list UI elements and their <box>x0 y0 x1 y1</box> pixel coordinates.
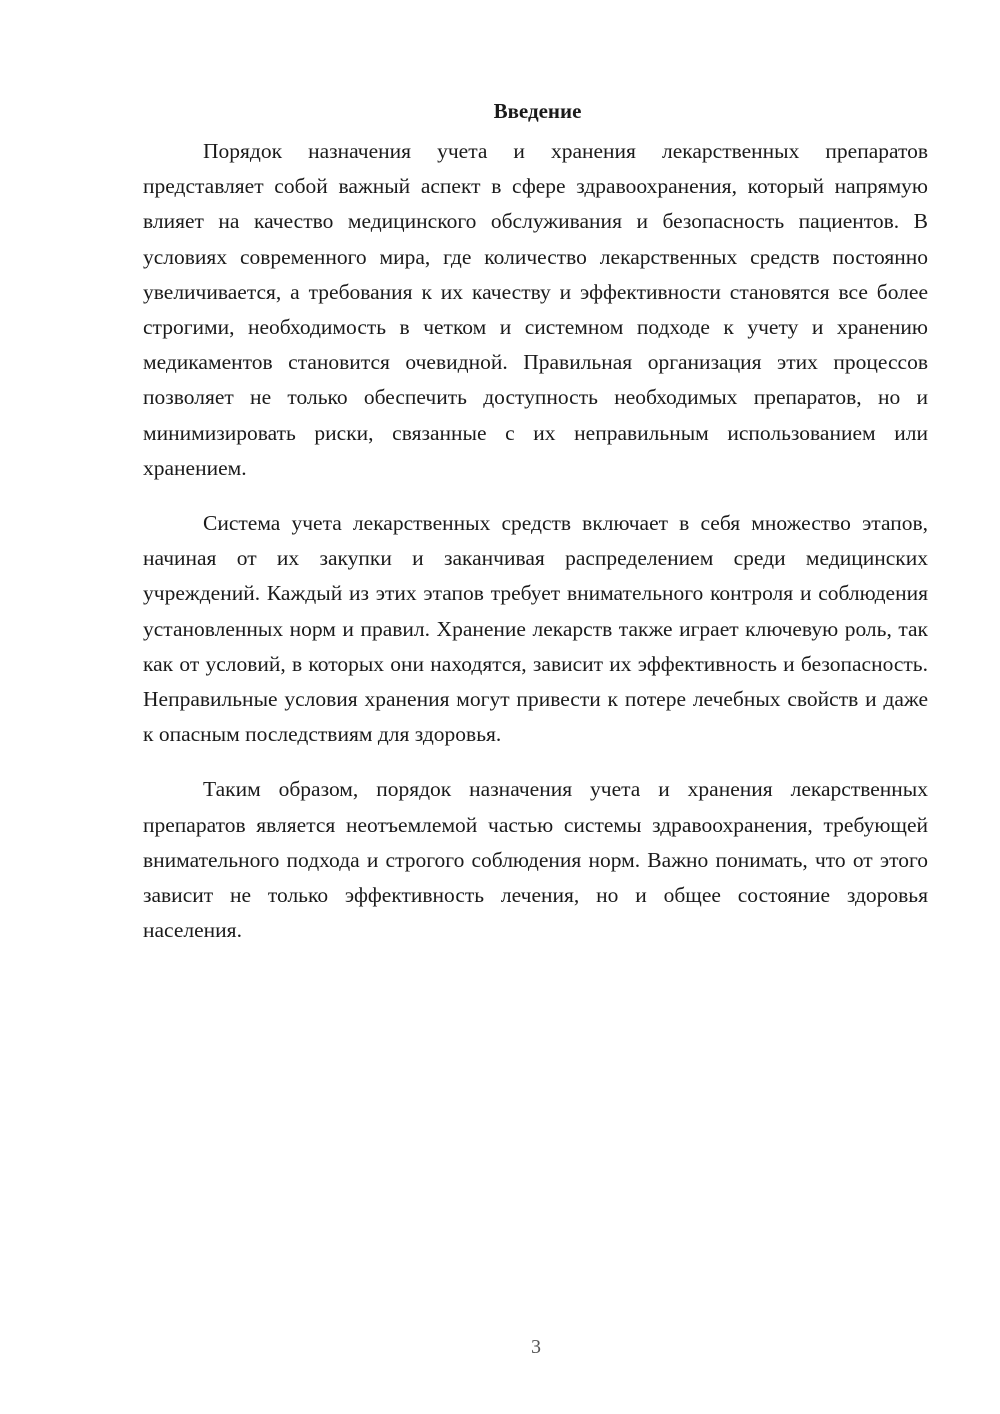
paragraph-2: Система учета лекарственных средств включает в себя множество этапов, начиная от их закупки и заканчивая распределением среди медицинских учреждений. Каждый из этих этапов требует внимательного контроля и соблюдения установленных норм и правил. Хранение лекарств также играет ключевую роль, так как от условий, в которых они находятся, зависит их эффективность и безопасность. Неправильные условия хранения могут привести к потере лечебных свойств и даже к опасным последствиям для здоровья. <box>143 511 928 747</box>
paragraph-3: Таким образом, порядок назначения учета и хранения лекарственных препаратов является неотъемлемой частью системы здравоохранения, требующей внимательного подхода и строгого соблюдения норм. Важно понимать, что от этого зависит не только эффективность лечения, но и общее состояние здоровья населения. <box>143 777 928 943</box>
page-number: 3 <box>531 1336 541 1358</box>
page-content <box>143 96 928 948</box>
section-title: Введение <box>493 99 582 123</box>
paragraph-1: Порядок назначения учета и хранения лекарственных препаратов представляет собой важный аспект в сфере здравоохранения, который напрямую влияет на качество медицинского обслуживания и безопасность пациентов. В условиях современного мира, где количество лекарственных средств постоянно увеличивается, а требования к их качеству и эффективности становятся все более строгими, необходимость в четком и системном подходе к учету и хранению медикаментов становится очевидной. Правильная организация этих процессов позволяет не только обеспечить доступность необходимых препаратов, но и минимизировать риски, связанные с их неправильным использованием или хранением. <box>143 139 928 480</box>
